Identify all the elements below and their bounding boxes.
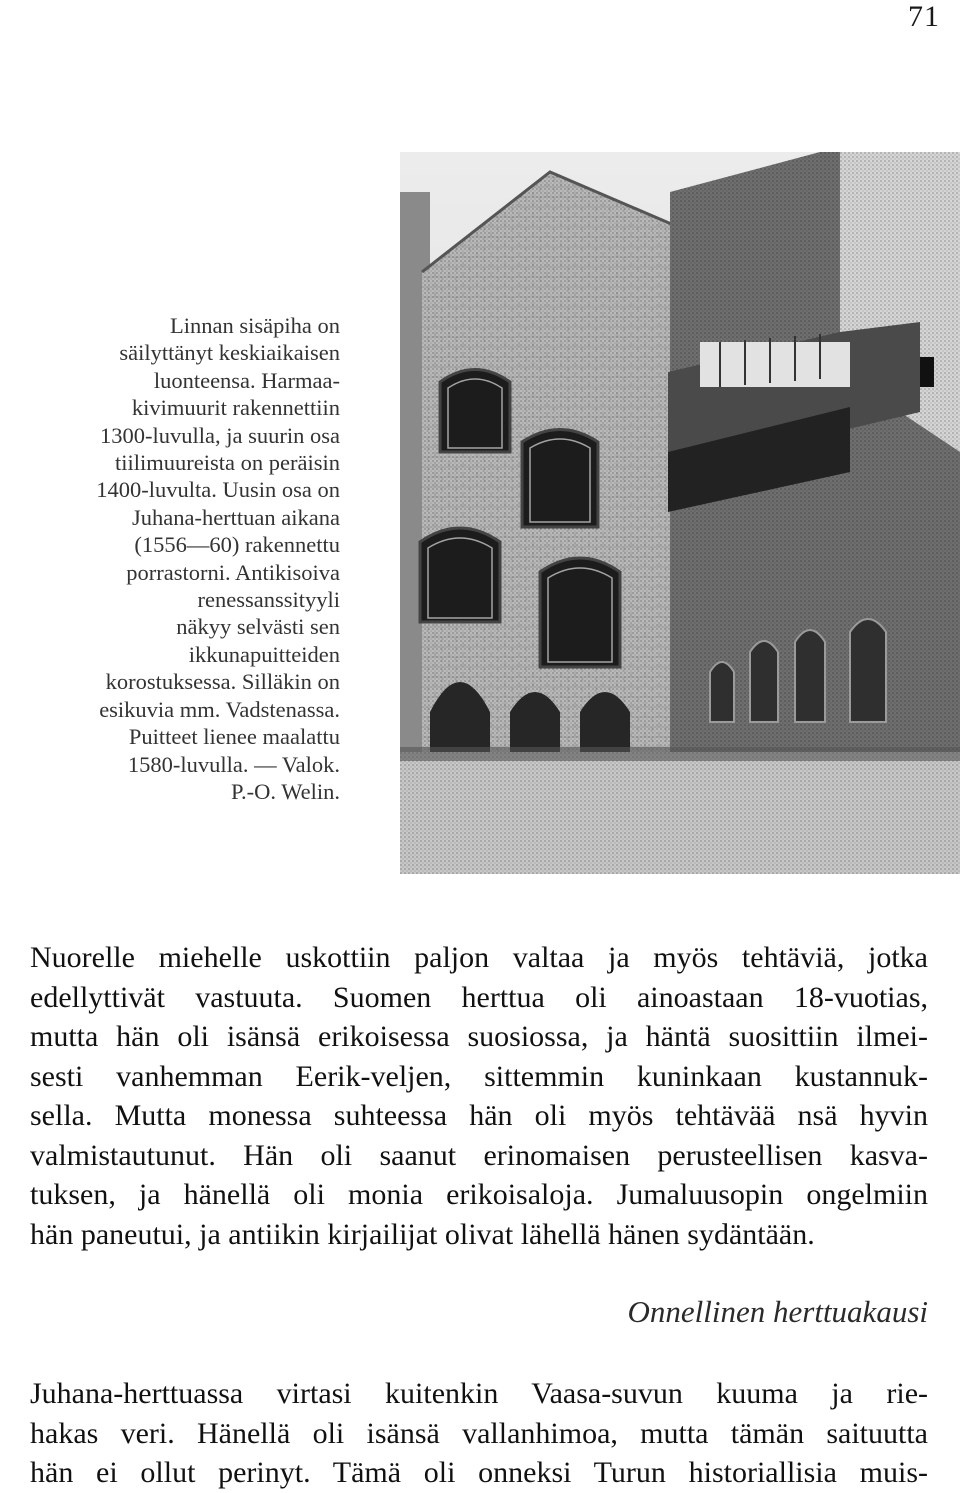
text-line: hän paneutui, ja antiikin kirjailijat olivat lähellä hänen sydäntään. bbox=[30, 1217, 815, 1251]
caption-line: tiilimuureista on peräisin bbox=[115, 450, 340, 476]
page-number: 71 bbox=[908, 0, 940, 33]
castle-courtyard-photo bbox=[400, 152, 960, 874]
caption-line: esikuvia mm. Vadstenassa. bbox=[99, 696, 340, 722]
caption-line: luonteensa. Harmaa- bbox=[153, 367, 340, 393]
caption-line: näkyy selvästi sen bbox=[176, 614, 340, 640]
caption-line: ikkunapuitteiden bbox=[188, 641, 340, 667]
text-line: valmistautunut. Hän oli saanut erinomaisen perusteellisen kasva- bbox=[30, 1138, 928, 1172]
text-line: Nuorelle miehelle uskottiin paljon valtaa ja myös tehtäviä, jotka bbox=[30, 941, 928, 974]
caption-line: korostuksessa. Silläkin on bbox=[105, 669, 340, 695]
section-heading: Onnellinen herttuakausi bbox=[627, 1294, 928, 1329]
caption-line: 1400-luvulta. Uusin osa on bbox=[96, 477, 340, 503]
caption-line: Juhana-herttuan aikana bbox=[131, 504, 340, 530]
caption-line: säilyttänyt keskiaikaisen bbox=[119, 340, 340, 366]
text-line: tuksen, ja hänellä oli monia erikoisaloja. Jumaluusopin ongelmiin bbox=[30, 1178, 928, 1211]
text-line: hän ei ollut perinyt. Tämä oli onneksi Turun historiallisia muis- bbox=[30, 1456, 928, 1489]
caption-line: Puitteet lienee maalattu bbox=[128, 724, 340, 750]
text-line: edellyttivät vastuuta. Suomen herttua oli ainoastaan 18-vuotias, bbox=[30, 980, 928, 1014]
photo-caption bbox=[40, 312, 340, 805]
caption-line: porrastorni. Antikisoiva bbox=[126, 559, 340, 585]
caption-line: (1556—60) rakennettu bbox=[134, 532, 340, 558]
caption-line: kivimuurit rakennettiin bbox=[131, 395, 340, 421]
text-line: sesti vanhemman Eerik-veljen, sittemmin kuninkaan kustannuk- bbox=[30, 1059, 928, 1093]
caption-line: 1300-luvulla, ja suurin osa bbox=[100, 422, 340, 448]
text-line: sella. Mutta monessa suhteessa hän oli myös tehtävää nsä hyvin bbox=[30, 1099, 928, 1132]
text-line: mutta hän oli isänsä erikoisessa suosiossa, ja häntä suosittiin ilmei- bbox=[30, 1020, 928, 1053]
caption-line: renessanssityyli bbox=[197, 587, 340, 613]
paragraph-1 bbox=[30, 938, 928, 1254]
text-line: hakas veri. Hänellä oli isänsä vallanhimoa, mutta tämän saituutta bbox=[30, 1416, 928, 1450]
caption-line: Linnan sisäpiha on bbox=[170, 313, 340, 338]
caption-line: P.-O. Welin. bbox=[230, 778, 340, 804]
paragraph-2 bbox=[30, 1374, 928, 1493]
text-line: Juhana-herttuassa virtasi kuitenkin Vaasa-suvun kuuma ja rie- bbox=[30, 1377, 928, 1410]
caption-line: 1580-luvulla. — Valok. bbox=[127, 751, 340, 777]
